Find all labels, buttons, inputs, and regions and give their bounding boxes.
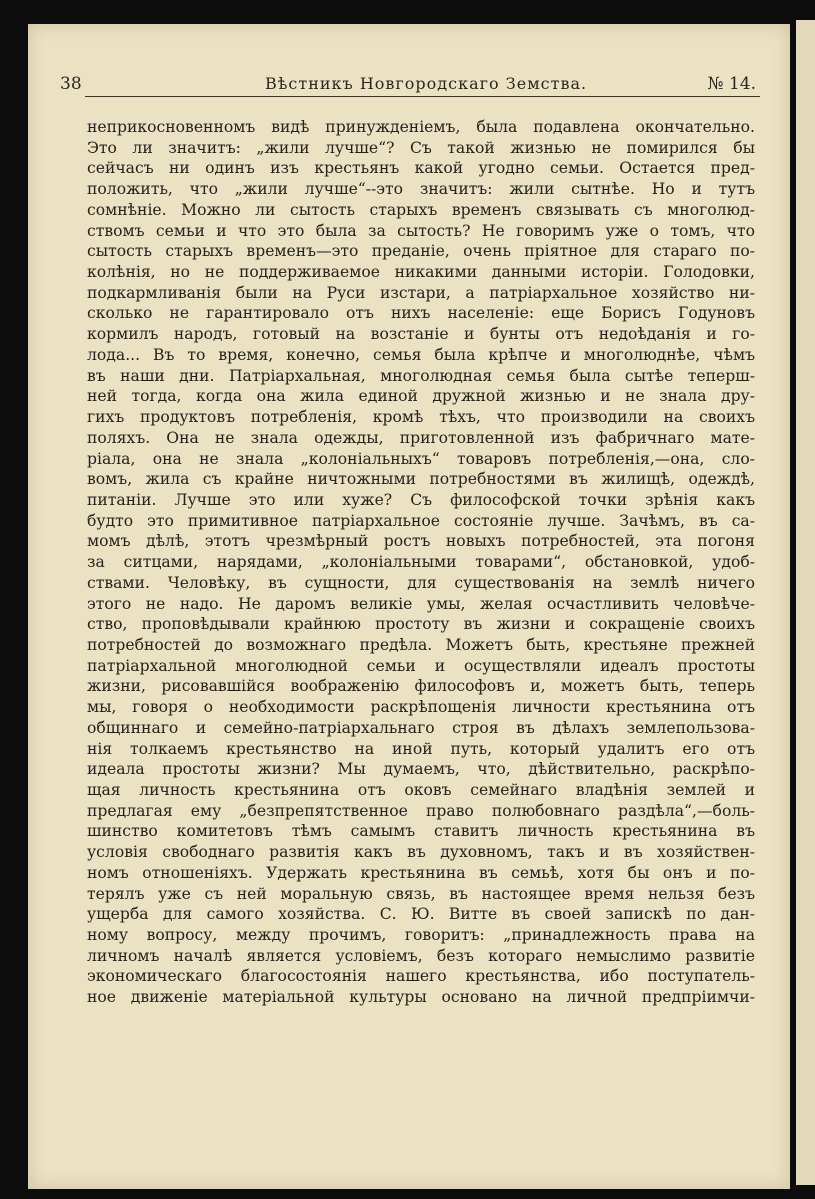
text-line: мы, говоря о необходимости раскрѣпощенія личности крестьянина отъ [87, 698, 755, 717]
text-line: поляхъ. Она не знала одежды, приготовленной изъ фабричнаго мате- [87, 428, 755, 447]
text-line: вомъ, жила съ крайне ничтожными потребностями въ жилищѣ, одеждѣ, [87, 470, 755, 489]
text-line: ней тогда, когда она жила единой дружной жизнью и не знала дру- [87, 387, 755, 406]
text-line: сколько не гарантировало отъ нихъ населеніе: еще Борисъ Годуновъ [87, 304, 755, 323]
text-line: этого не надо. Не даромъ великіе умы, желая осчастливить человѣче- [87, 594, 755, 613]
text-line: Это ли значитъ: „жили лучше“? Съ такой жизнью не помирился бы [87, 138, 755, 157]
text-line: въ наши дни. Патріархальная, многолюдная семья была сытѣе теперш- [87, 366, 755, 385]
text-line: колѣнія, но не поддерживаемое никакими данными исторіи. Голодовки, [87, 263, 755, 282]
running-head [60, 74, 760, 98]
text-line: общиннаго и семейно-патріархальнаго строя въ дѣлахъ землепользова- [87, 718, 755, 737]
text-line: патріархальной многолюдной семьи и осуществляли идеалъ простоты [87, 656, 755, 675]
text-line: ствомъ семьи и что это была за сытость? Не говоримъ уже о томъ, что [87, 221, 755, 240]
text-line: ущерба для самого хозяйства. С. Ю. Витте въ своей запискѣ по дан- [87, 905, 755, 924]
text-line: шинство комитетовъ тѣмъ самымъ ставитъ личность крестьянина въ [87, 822, 755, 841]
text-line: сейчасъ ни одинъ изъ крестьянъ какой угодно семьи. Остается пред- [87, 159, 755, 178]
journal-title: Вѣстникъ Новгородскаго Земства. [265, 74, 588, 93]
text-line: положить, что „жили лучше“--это значитъ: жили сытнѣе. Но и тутъ [87, 180, 755, 199]
text-line: сытость старыхъ временъ—это преданіе, очень пріятное для стараго по- [87, 242, 755, 261]
body-text [87, 117, 755, 1008]
text-line: ное движеніе матеріальной культуры основано на личной предпріимчи- [87, 988, 755, 1007]
text-line: момъ дѣлѣ, этотъ чрезмѣрный ростъ новыхъ потребностей, эта погоня [87, 532, 755, 551]
text-line: за ситцами, нарядами, „колоніальными товарами“, обстановкой, удоб- [87, 553, 755, 572]
issue-number: № 14. [707, 74, 756, 94]
text-line: личномъ началѣ является условіемъ, безъ котораго немыслимо развитіе [87, 946, 755, 965]
text-line: потребностей до возможнаго предѣла. Можетъ быть, крестьяне прежней [87, 635, 755, 654]
text-line: номъ отношеніяхъ. Удержать крестьянина въ семьѣ, хотя бы онъ и по- [87, 863, 755, 882]
page-number: 38 [60, 74, 82, 94]
text-line: экономическаго благосостоянія нашего крестьянства, ибо поступатель- [87, 967, 755, 986]
text-line: гихъ продуктовъ потребленія, кромѣ тѣхъ, что производили на своихъ [87, 408, 755, 427]
text-line: лода... Въ то время, конечно, семья была крѣпче и многолюднѣе, чѣмъ [87, 345, 755, 364]
text-line: условія свободнаго развитія какъ въ духовномъ, такъ и въ хозяйствен- [87, 843, 755, 862]
text-line: нія толкаемъ крестьянство на иной путь, который удалитъ его отъ [87, 739, 755, 758]
text-line: щая личность крестьянина отъ оковъ семейнаго владѣнія землей и [87, 781, 755, 799]
text-line: неприкосновенномъ видѣ принужденіемъ, была подавлена окончательно. [87, 118, 755, 136]
text-line: подкармливанія были на Руси изстари, а патріархальное хозяйство ни- [87, 283, 755, 302]
header-rule [85, 96, 760, 97]
text-line: предлагая ему „безпрепятственное право полюбовнаго раздѣла“,—боль- [87, 801, 755, 820]
text-line: жизни, рисовавшійся воображенію философовъ и, можетъ быть, теперь [87, 677, 755, 696]
next-page-edge [796, 20, 815, 1185]
text-line: сомнѣніе. Можно ли сытость старыхъ временъ связывать съ многолюд- [87, 200, 755, 219]
text-line: будто это примитивное патріархальное состояніе лучше. Зачѣмъ, въ са- [87, 511, 755, 530]
text-line: терялъ уже съ ней моральную связь, въ настоящее время нельзя безъ [87, 884, 755, 903]
text-line: кормилъ народъ, готовый на возстаніе и бунты отъ недоѣданія и го- [87, 325, 755, 344]
text-line: ному вопросу, между прочимъ, говоритъ: „принадлежность права на [87, 926, 755, 945]
text-line: ство, проповѣдывали крайнюю простоту въ жизни и сокращеніе своихъ [87, 615, 755, 634]
text-line: идеала простоты жизни? Мы думаемъ, что, дѣйствительно, раскрѣпо- [87, 760, 755, 779]
text-line: ствами. Человѣку, въ сущности, для существованія на землѣ ничего [87, 573, 755, 592]
text-line: ріала, она не знала „колоніальныхъ“ товаровъ потребленія,—она, сло- [87, 449, 755, 468]
text-line: питаніи. Лучше это или хуже? Съ философской точки зрѣнія какъ [87, 490, 755, 509]
